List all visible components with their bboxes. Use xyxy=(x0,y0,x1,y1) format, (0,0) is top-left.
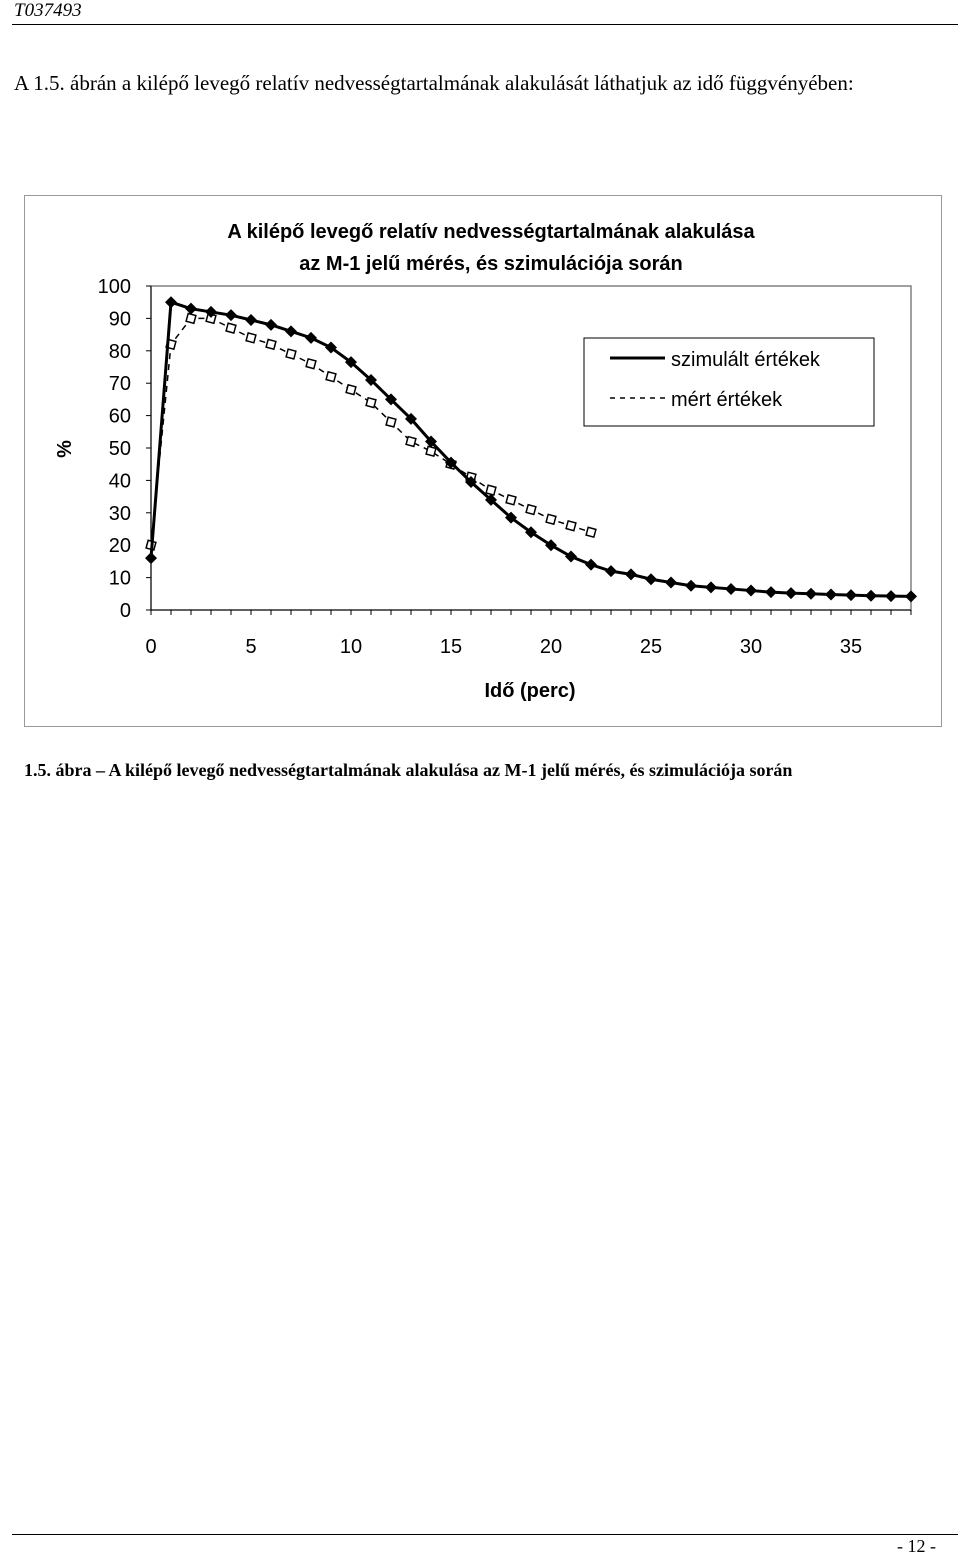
data-point-simulated xyxy=(305,332,317,344)
x-tick-label: 15 xyxy=(439,636,463,658)
x-tick-label: 25 xyxy=(639,636,663,658)
data-point-measured xyxy=(326,372,336,382)
data-point-measured xyxy=(486,485,496,495)
data-point-simulated xyxy=(785,587,797,599)
data-point-simulated xyxy=(865,590,877,602)
data-point-simulated xyxy=(825,588,837,600)
intro-paragraph: A 1.5. ábrán a kilépő levegő relatív nedvességtartalmának alakulását láthatjuk az idő függvényében: xyxy=(14,71,854,95)
data-point-simulated xyxy=(265,319,277,331)
data-point-measured xyxy=(366,398,376,408)
data-point-measured xyxy=(306,359,316,369)
y-tick-label: 100 xyxy=(97,276,131,298)
x-axis-label: Idő (perc) xyxy=(484,680,576,702)
series-line-measured xyxy=(151,318,591,545)
y-tick-label: 30 xyxy=(108,502,131,525)
data-point-simulated xyxy=(185,303,197,315)
y-tick-label: 70 xyxy=(108,373,131,396)
data-point-measured xyxy=(266,339,276,349)
x-tick-label: 5 xyxy=(245,636,257,658)
footer-divider xyxy=(12,1534,958,1535)
data-point-measured xyxy=(506,495,516,505)
data-point-simulated xyxy=(245,314,257,326)
data-point-simulated xyxy=(625,568,637,580)
data-point-simulated xyxy=(645,573,657,585)
data-point-measured xyxy=(426,446,436,456)
document-id: T037493 xyxy=(14,0,82,21)
x-tick-label: 0 xyxy=(145,636,157,658)
data-point-measured xyxy=(406,437,416,447)
data-point-simulated xyxy=(685,580,697,592)
data-point-simulated xyxy=(665,576,677,588)
data-point-measured xyxy=(526,505,536,515)
data-point-simulated xyxy=(285,325,297,337)
header-divider xyxy=(12,24,958,25)
x-tick-label: 35 xyxy=(839,636,863,658)
legend-label-measured: mért értékek xyxy=(671,389,783,411)
data-point-measured xyxy=(386,417,396,427)
data-point-measured xyxy=(286,349,296,359)
data-point-simulated xyxy=(765,586,777,598)
data-point-simulated xyxy=(585,559,597,571)
data-point-simulated xyxy=(885,590,897,602)
data-point-measured xyxy=(186,314,196,324)
data-point-simulated xyxy=(905,590,917,602)
y-tick-label: 10 xyxy=(108,567,131,590)
chart-frame xyxy=(24,195,942,727)
chart-title-line1: A kilépő levegő relatív nedvességtartalmának alakulása xyxy=(227,221,755,243)
y-tick-label: 50 xyxy=(108,438,131,460)
plot-area-border xyxy=(151,286,911,610)
page-number: - 12 - xyxy=(897,1536,936,1556)
data-point-measured xyxy=(566,521,576,531)
data-point-measured xyxy=(226,323,236,333)
chart-title-line2: az M-1 jelű mérés, és szimulációja során xyxy=(299,253,683,275)
data-point-simulated xyxy=(805,588,817,600)
relative-humidity-chart xyxy=(25,196,941,726)
data-point-measured xyxy=(346,385,356,395)
data-point-simulated xyxy=(225,309,237,321)
y-tick-label: 90 xyxy=(108,308,131,331)
x-tick-label: 30 xyxy=(739,636,763,658)
chart-legend xyxy=(584,338,874,426)
x-tick-label: 10 xyxy=(339,636,363,658)
y-tick-label: 80 xyxy=(108,340,131,363)
data-point-simulated xyxy=(845,589,857,601)
y-tick-label: 20 xyxy=(108,535,131,558)
data-point-simulated xyxy=(145,552,157,564)
y-tick-label: 0 xyxy=(119,600,131,622)
data-point-simulated xyxy=(565,551,577,563)
data-point-measured xyxy=(586,527,596,537)
figure-caption: 1.5. ábra – A kilépő levegő nedvességtartalmának alakulása az M-1 jelű mérés, és szimulációja során xyxy=(24,760,793,780)
data-point-simulated xyxy=(705,581,717,593)
x-tick-label: 20 xyxy=(539,636,563,658)
legend-label-simulated: szimulált értékek xyxy=(671,349,820,371)
data-point-simulated xyxy=(605,565,617,577)
data-point-simulated xyxy=(725,583,737,595)
y-tick-label: 60 xyxy=(108,405,131,428)
data-point-simulated xyxy=(165,296,177,308)
data-point-measured xyxy=(546,514,556,524)
y-axis-label: % xyxy=(54,440,76,458)
y-tick-label: 40 xyxy=(108,470,131,493)
data-point-measured xyxy=(246,333,256,343)
data-point-simulated xyxy=(745,585,757,597)
